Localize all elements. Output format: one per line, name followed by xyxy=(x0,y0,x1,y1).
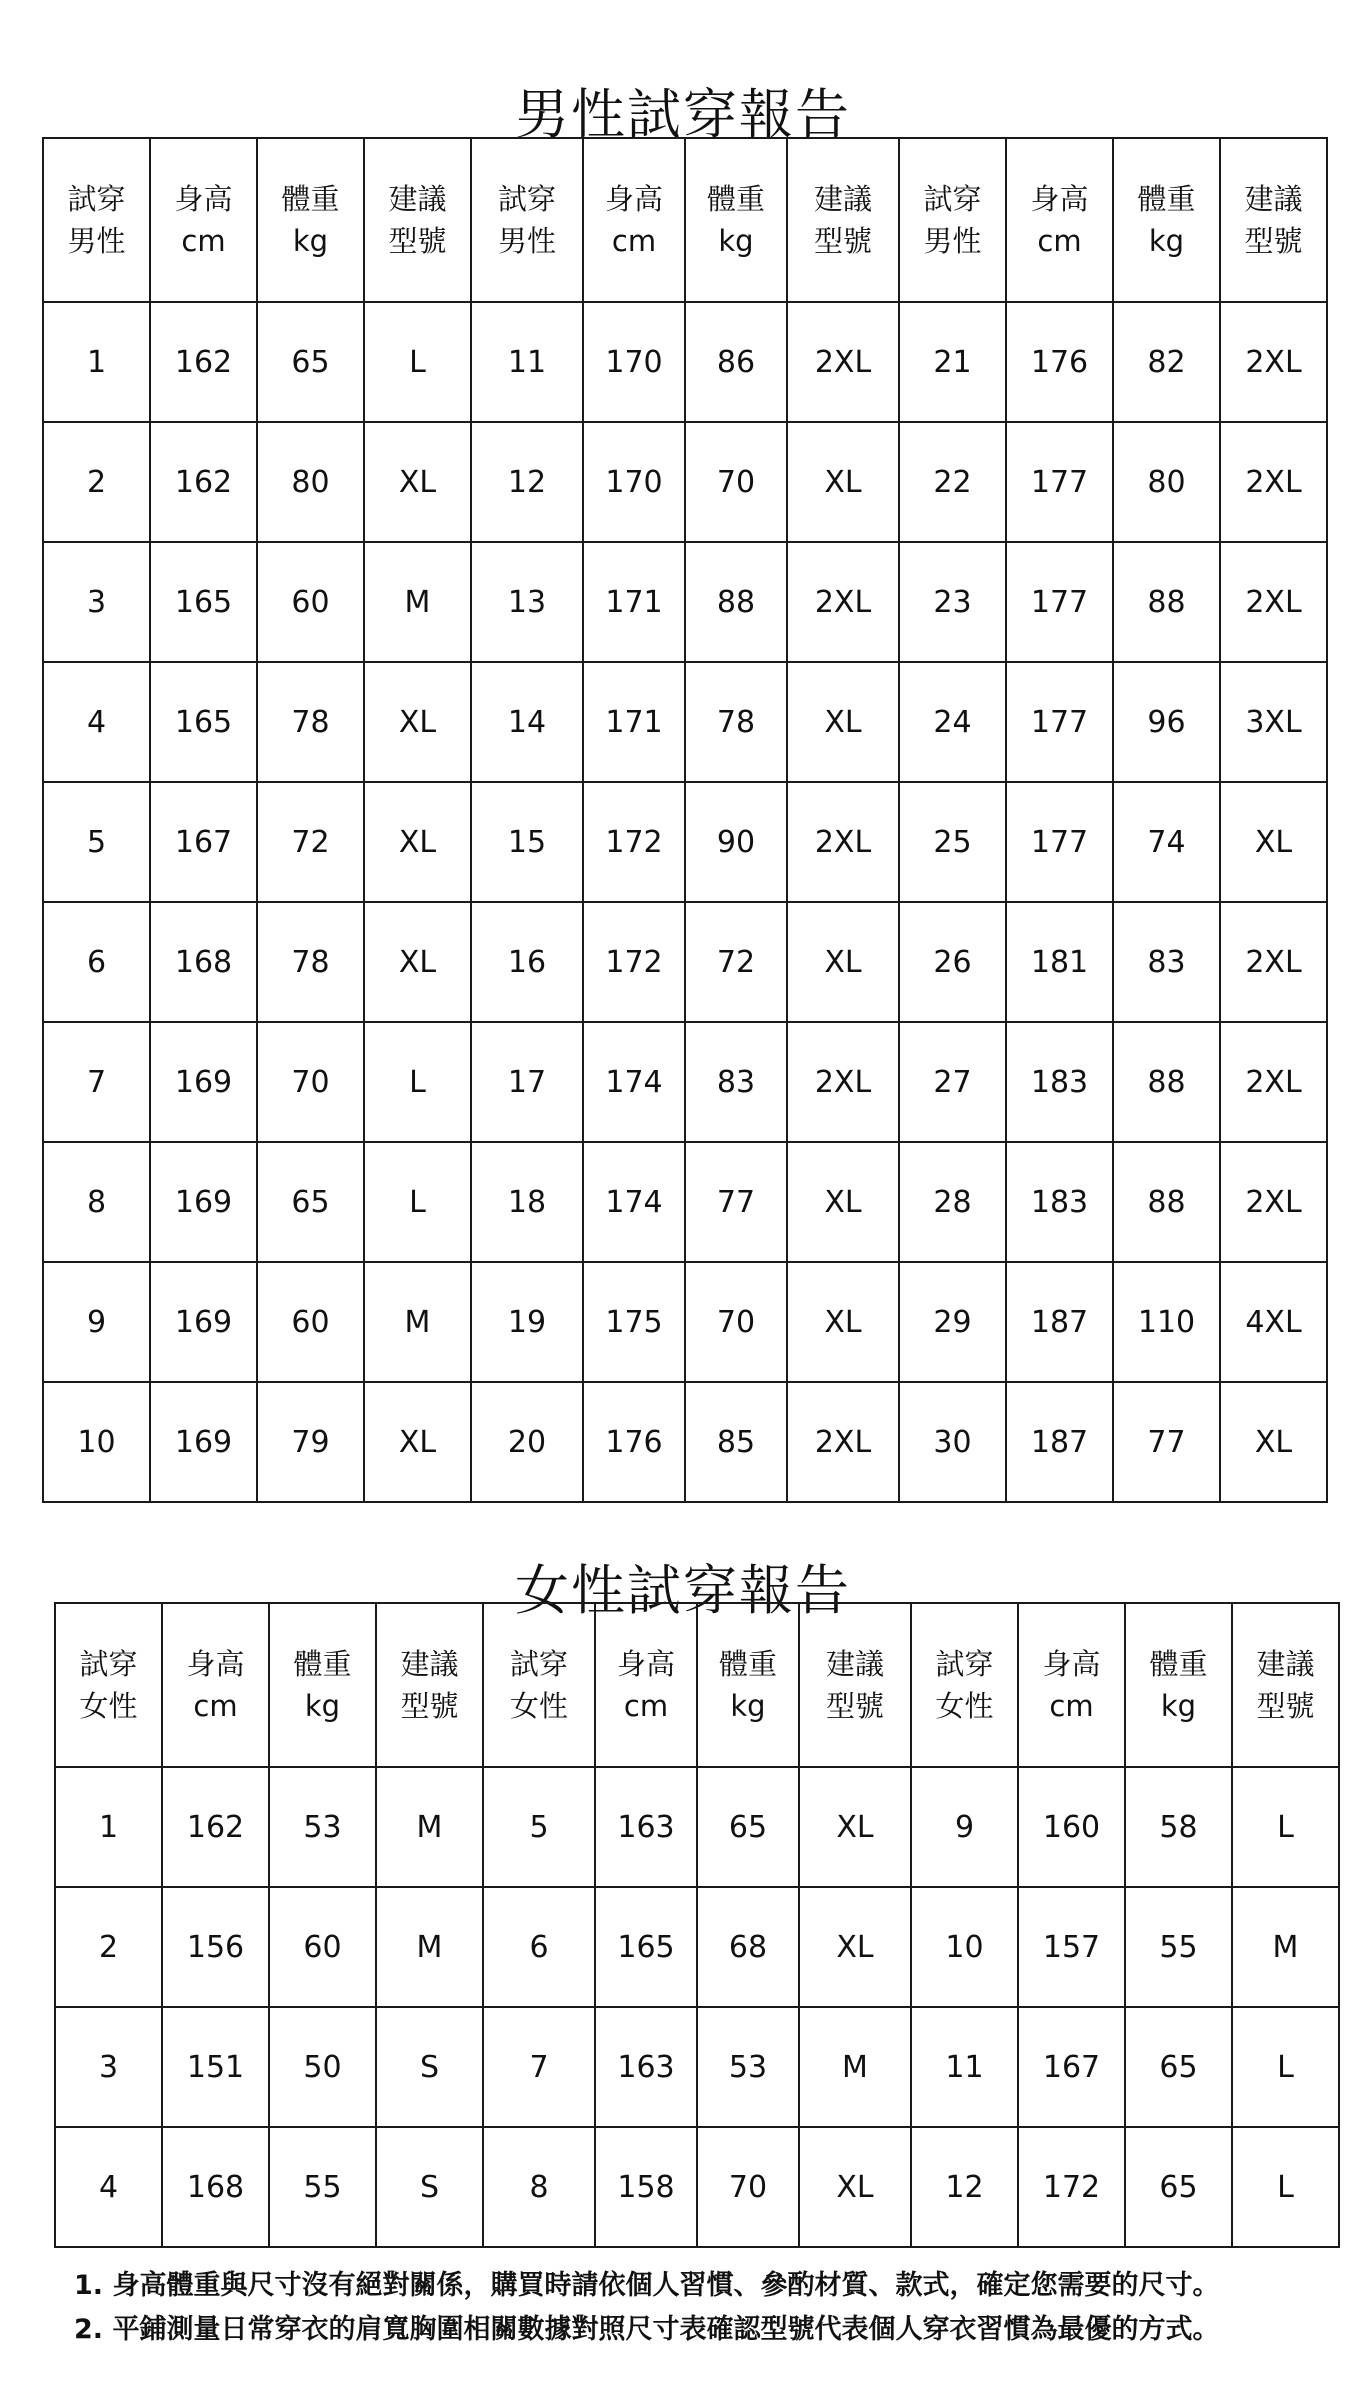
table-cell: 177 xyxy=(1006,782,1113,902)
column-header-line: 建議 xyxy=(400,1646,459,1681)
column-header-line: 型號 xyxy=(388,224,447,258)
table-cell: L xyxy=(364,1142,471,1262)
table-cell: 171 xyxy=(583,542,685,662)
column-header-line: 建議 xyxy=(813,181,872,216)
table-cell: 23 xyxy=(899,542,1006,662)
table-row xyxy=(43,902,1327,1022)
column-header-line: 身高 xyxy=(1042,1646,1101,1681)
table-cell: 2 xyxy=(43,422,150,542)
table-cell: XL xyxy=(799,1887,911,2007)
table-cell: 26 xyxy=(899,902,1006,1022)
table-cell: 12 xyxy=(471,422,583,542)
table-cell: S xyxy=(376,2127,483,2247)
table-cell: 70 xyxy=(685,422,787,542)
table-cell: 165 xyxy=(150,542,257,662)
table-cell: 162 xyxy=(150,302,257,422)
column-header xyxy=(269,1603,376,1767)
table-cell: 53 xyxy=(697,2007,799,2127)
table-cell: 72 xyxy=(685,902,787,1022)
table-cell: 172 xyxy=(583,782,685,902)
table-cell: 171 xyxy=(583,662,685,782)
table-cell: 19 xyxy=(471,1262,583,1382)
column-header-line: 身高 xyxy=(174,181,233,216)
table-row xyxy=(43,542,1327,662)
table-cell: XL xyxy=(787,1262,899,1382)
table-cell: 2XL xyxy=(1220,902,1327,1022)
table-cell: 55 xyxy=(1125,1887,1232,2007)
table-cell: 169 xyxy=(150,1262,257,1382)
column-header xyxy=(787,138,899,302)
column-header-line: cm xyxy=(193,1689,238,1723)
table-cell: 18 xyxy=(471,1142,583,1262)
table-cell: XL xyxy=(799,2127,911,2247)
column-header xyxy=(799,1603,911,1767)
table-cell: 20 xyxy=(471,1382,583,1502)
table-row xyxy=(55,2127,1339,2247)
men-fitting-table xyxy=(42,137,1328,1503)
table-cell: 82 xyxy=(1113,302,1220,422)
table-cell: 167 xyxy=(1018,2007,1125,2127)
men-report-title: 男性試穿報告 xyxy=(515,83,851,147)
table-cell: 2XL xyxy=(1220,1022,1327,1142)
table-cell: 88 xyxy=(1113,542,1220,662)
table-cell: 2XL xyxy=(1220,422,1327,542)
table-cell: 70 xyxy=(685,1262,787,1382)
table-cell: 25 xyxy=(899,782,1006,902)
table-cell: 78 xyxy=(257,662,364,782)
note-line: 1. 身高體重與尺寸沒有絕對關係，購買時請依個人習慣、參酌材質、款式，確定您需要的尺寸。 xyxy=(74,2270,1220,2301)
column-header-line: kg xyxy=(292,224,329,258)
column-header xyxy=(471,138,583,302)
column-header xyxy=(1125,1603,1232,1767)
table-cell: 78 xyxy=(685,662,787,782)
table-cell: 8 xyxy=(483,2127,595,2247)
table-cell: 83 xyxy=(685,1022,787,1142)
table-cell: L xyxy=(364,302,471,422)
column-header-line: kg xyxy=(1160,1689,1197,1723)
column-header xyxy=(55,1603,162,1767)
table-cell: 175 xyxy=(583,1262,685,1382)
table-cell: 30 xyxy=(899,1382,1006,1502)
table-cell: XL xyxy=(799,1767,911,1887)
table-cell: 2XL xyxy=(1220,542,1327,662)
column-header-line: 體重 xyxy=(293,1646,352,1681)
table-cell: 172 xyxy=(1018,2127,1125,2247)
table-cell: XL xyxy=(364,662,471,782)
table-cell: XL xyxy=(364,422,471,542)
column-header xyxy=(1018,1603,1125,1767)
table-cell: 5 xyxy=(483,1767,595,1887)
column-header-line: 身高 xyxy=(186,1646,245,1681)
table-cell: XL xyxy=(364,902,471,1022)
table-row xyxy=(55,1767,1339,1887)
table-cell: 2XL xyxy=(787,782,899,902)
column-header xyxy=(595,1603,697,1767)
column-header xyxy=(483,1603,595,1767)
table-cell: 60 xyxy=(257,1262,364,1382)
table-cell: 60 xyxy=(269,1887,376,2007)
table-cell: 2 xyxy=(55,1887,162,2007)
table-cell: XL xyxy=(364,782,471,902)
table-row xyxy=(55,1887,1339,2007)
notes xyxy=(74,2264,1354,2352)
table-cell: 151 xyxy=(162,2007,269,2127)
table-cell: 2XL xyxy=(1220,1142,1327,1262)
column-header xyxy=(911,1603,1018,1767)
table-cell: M xyxy=(364,1262,471,1382)
table-cell: L xyxy=(364,1022,471,1142)
table-cell: 11 xyxy=(471,302,583,422)
table-cell: 58 xyxy=(1125,1767,1232,1887)
column-header-line: 試穿 xyxy=(79,1646,138,1681)
table-cell: 174 xyxy=(583,1022,685,1142)
table-cell: 168 xyxy=(162,2127,269,2247)
table-cell: 90 xyxy=(685,782,787,902)
table-cell: 65 xyxy=(257,302,364,422)
column-header-line: kg xyxy=(730,1689,766,1723)
table-cell: 17 xyxy=(471,1022,583,1142)
table-cell: 187 xyxy=(1006,1262,1113,1382)
table-cell: 2XL xyxy=(1220,302,1327,422)
column-header-line: 身高 xyxy=(604,181,663,216)
column-header xyxy=(685,138,787,302)
table-cell: 88 xyxy=(685,542,787,662)
table-cell: 6 xyxy=(43,902,150,1022)
table-cell: 72 xyxy=(257,782,364,902)
table-cell: 2XL xyxy=(787,542,899,662)
table-cell: 169 xyxy=(150,1382,257,1502)
table-cell: 4 xyxy=(43,662,150,782)
column-header-line: kg xyxy=(718,224,754,258)
column-header xyxy=(697,1603,799,1767)
table-row xyxy=(43,302,1327,422)
table-cell: 172 xyxy=(583,902,685,1022)
table-cell: 170 xyxy=(583,302,685,422)
table-cell: 162 xyxy=(162,1767,269,1887)
women-fitting-table xyxy=(54,1602,1340,2248)
table-cell: 68 xyxy=(697,1887,799,2007)
column-header-line: 建議 xyxy=(388,181,447,216)
column-header-line: 試穿 xyxy=(509,1646,568,1681)
table-cell: 167 xyxy=(150,782,257,902)
table-cell: 10 xyxy=(43,1382,150,1502)
table-cell: 7 xyxy=(483,2007,595,2127)
table-cell: 28 xyxy=(899,1142,1006,1262)
table-cell: M xyxy=(376,1887,483,2007)
column-header-line: 男性 xyxy=(67,224,126,258)
table-cell: L xyxy=(1232,2127,1339,2247)
column-header-line: 試穿 xyxy=(67,181,126,216)
column-header-line: 建議 xyxy=(1244,181,1303,216)
column-header xyxy=(162,1603,269,1767)
table-cell: 181 xyxy=(1006,902,1113,1022)
table-cell: 27 xyxy=(899,1022,1006,1142)
table-cell: XL xyxy=(787,1142,899,1262)
table-cell: 158 xyxy=(595,2127,697,2247)
table-cell: 177 xyxy=(1006,422,1113,542)
column-header-line: 型號 xyxy=(825,1689,884,1723)
column-header-line: 試穿 xyxy=(935,1646,994,1681)
table-row xyxy=(43,1262,1327,1382)
table-row xyxy=(43,1022,1327,1142)
table-cell: 8 xyxy=(43,1142,150,1262)
table-cell: 9 xyxy=(911,1767,1018,1887)
table-cell: 14 xyxy=(471,662,583,782)
column-header-line: cm xyxy=(611,224,657,258)
men-table-body xyxy=(43,138,1327,1502)
table-cell: 10 xyxy=(911,1887,1018,2007)
table-cell: 163 xyxy=(595,1767,697,1887)
table-cell: M xyxy=(376,1767,483,1887)
column-header-line: 型號 xyxy=(1256,1689,1315,1723)
column-header xyxy=(1232,1603,1339,1767)
table-cell: 7 xyxy=(43,1022,150,1142)
column-header-line: 身高 xyxy=(616,1646,675,1681)
table-cell: S xyxy=(376,2007,483,2127)
table-cell: 174 xyxy=(583,1142,685,1262)
column-header-line: 男性 xyxy=(497,224,556,258)
header-row xyxy=(43,138,1327,302)
table-cell: 83 xyxy=(1113,902,1220,1022)
table-cell: XL xyxy=(364,1382,471,1502)
column-header xyxy=(583,138,685,302)
column-header-line: 試穿 xyxy=(497,181,556,216)
column-header-line: 建議 xyxy=(1256,1646,1315,1681)
table-cell: 29 xyxy=(899,1262,1006,1382)
column-header-line: 男性 xyxy=(923,224,982,258)
column-header-line: 體重 xyxy=(706,181,765,216)
column-header-line: 體重 xyxy=(281,181,340,216)
table-cell: 96 xyxy=(1113,662,1220,782)
column-header-line: 體重 xyxy=(1137,181,1196,216)
table-row xyxy=(43,1382,1327,1502)
table-row xyxy=(43,662,1327,782)
table-cell: XL xyxy=(787,902,899,1022)
column-header-line: kg xyxy=(304,1689,341,1723)
table-cell: 3 xyxy=(55,2007,162,2127)
table-cell: M xyxy=(364,542,471,662)
column-header xyxy=(899,138,1006,302)
column-header xyxy=(1006,138,1113,302)
table-cell: 156 xyxy=(162,1887,269,2007)
column-header xyxy=(257,138,364,302)
table-cell: 70 xyxy=(257,1022,364,1142)
table-cell: 169 xyxy=(150,1142,257,1262)
table-cell: 74 xyxy=(1113,782,1220,902)
column-header-line: kg xyxy=(1148,224,1185,258)
table-row xyxy=(43,782,1327,902)
table-cell: 21 xyxy=(899,302,1006,422)
table-cell: 65 xyxy=(697,1767,799,1887)
table-cell: 65 xyxy=(257,1142,364,1262)
women-table-body xyxy=(55,1603,1339,2247)
table-cell: 70 xyxy=(697,2127,799,2247)
column-header-line: 型號 xyxy=(400,1689,459,1723)
table-cell: XL xyxy=(787,422,899,542)
table-cell: M xyxy=(799,2007,911,2127)
column-header-line: 型號 xyxy=(1244,224,1303,258)
header-row xyxy=(55,1603,1339,1767)
table-cell: 183 xyxy=(1006,1022,1113,1142)
table-row xyxy=(55,2007,1339,2127)
table-cell: 80 xyxy=(257,422,364,542)
column-header-line: 身高 xyxy=(1030,181,1089,216)
table-cell: 6 xyxy=(483,1887,595,2007)
table-cell: 176 xyxy=(583,1382,685,1502)
table-cell: 2XL xyxy=(787,1022,899,1142)
table-cell: 157 xyxy=(1018,1887,1125,2007)
table-cell: 88 xyxy=(1113,1142,1220,1262)
column-header-line: 體重 xyxy=(1149,1646,1208,1681)
table-cell: 177 xyxy=(1006,542,1113,662)
table-cell: 168 xyxy=(150,902,257,1022)
table-cell: 55 xyxy=(269,2127,376,2247)
column-header-line: cm xyxy=(623,1689,669,1723)
table-cell: 162 xyxy=(150,422,257,542)
table-cell: 77 xyxy=(1113,1382,1220,1502)
table-row xyxy=(43,1142,1327,1262)
table-cell: 4 xyxy=(55,2127,162,2247)
column-header-line: cm xyxy=(1049,1689,1094,1723)
column-header-line: 建議 xyxy=(825,1646,884,1681)
table-cell: 16 xyxy=(471,902,583,1022)
table-cell: 4XL xyxy=(1220,1262,1327,1382)
table-cell: 65 xyxy=(1125,2127,1232,2247)
table-cell: 165 xyxy=(150,662,257,782)
table-cell: 110 xyxy=(1113,1262,1220,1382)
table-cell: 60 xyxy=(257,542,364,662)
column-header xyxy=(364,138,471,302)
table-cell: 50 xyxy=(269,2007,376,2127)
table-cell: 2XL xyxy=(787,1382,899,1502)
table-cell: 9 xyxy=(43,1262,150,1382)
table-cell: 187 xyxy=(1006,1382,1113,1502)
table-cell: 80 xyxy=(1113,422,1220,542)
table-cell: 176 xyxy=(1006,302,1113,422)
table-cell: 22 xyxy=(899,422,1006,542)
table-cell: 79 xyxy=(257,1382,364,1502)
table-cell: 85 xyxy=(685,1382,787,1502)
column-header-line: 體重 xyxy=(718,1646,777,1681)
table-cell: 169 xyxy=(150,1022,257,1142)
table-cell: M xyxy=(1232,1887,1339,2007)
column-header-line: 女性 xyxy=(935,1689,994,1723)
table-cell: 3XL xyxy=(1220,662,1327,782)
column-header-line: cm xyxy=(1037,224,1082,258)
table-cell: 2XL xyxy=(787,302,899,422)
table-cell: 12 xyxy=(911,2127,1018,2247)
table-cell: 11 xyxy=(911,2007,1018,2127)
women-report-title: 女性試穿報告 xyxy=(515,1559,851,1623)
table-cell: 53 xyxy=(269,1767,376,1887)
table-cell: 78 xyxy=(257,902,364,1022)
table-cell: 1 xyxy=(55,1767,162,1887)
table-cell: 160 xyxy=(1018,1767,1125,1887)
table-cell: 15 xyxy=(471,782,583,902)
table-cell: 65 xyxy=(1125,2007,1232,2127)
table-cell: 1 xyxy=(43,302,150,422)
column-header xyxy=(1220,138,1327,302)
table-cell: 88 xyxy=(1113,1022,1220,1142)
table-cell: XL xyxy=(1220,1382,1327,1502)
table-cell: 13 xyxy=(471,542,583,662)
column-header xyxy=(1113,138,1220,302)
table-cell: L xyxy=(1232,2007,1339,2127)
table-cell: 77 xyxy=(685,1142,787,1262)
table-cell: XL xyxy=(787,662,899,782)
column-header xyxy=(376,1603,483,1767)
table-cell: 170 xyxy=(583,422,685,542)
column-header xyxy=(150,138,257,302)
column-header-line: 女性 xyxy=(79,1689,138,1723)
table-cell: 183 xyxy=(1006,1142,1113,1262)
table-cell: 165 xyxy=(595,1887,697,2007)
table-cell: XL xyxy=(1220,782,1327,902)
table-cell: 24 xyxy=(899,662,1006,782)
table-cell: L xyxy=(1232,1767,1339,1887)
column-header-line: 型號 xyxy=(813,224,872,258)
column-header-line: 女性 xyxy=(509,1689,568,1723)
note-line: 2. 平鋪測量日常穿衣的肩寬胸圍相關數據對照尺寸表確認型號代表個人穿衣習慣為最優的方式。 xyxy=(74,2314,1220,2345)
table-cell: 86 xyxy=(685,302,787,422)
table-cell: 5 xyxy=(43,782,150,902)
table-cell: 177 xyxy=(1006,662,1113,782)
column-header xyxy=(43,138,150,302)
table-row xyxy=(43,422,1327,542)
column-header-line: cm xyxy=(181,224,226,258)
table-cell: 163 xyxy=(595,2007,697,2127)
column-header-line: 試穿 xyxy=(923,181,982,216)
table-cell: 3 xyxy=(43,542,150,662)
